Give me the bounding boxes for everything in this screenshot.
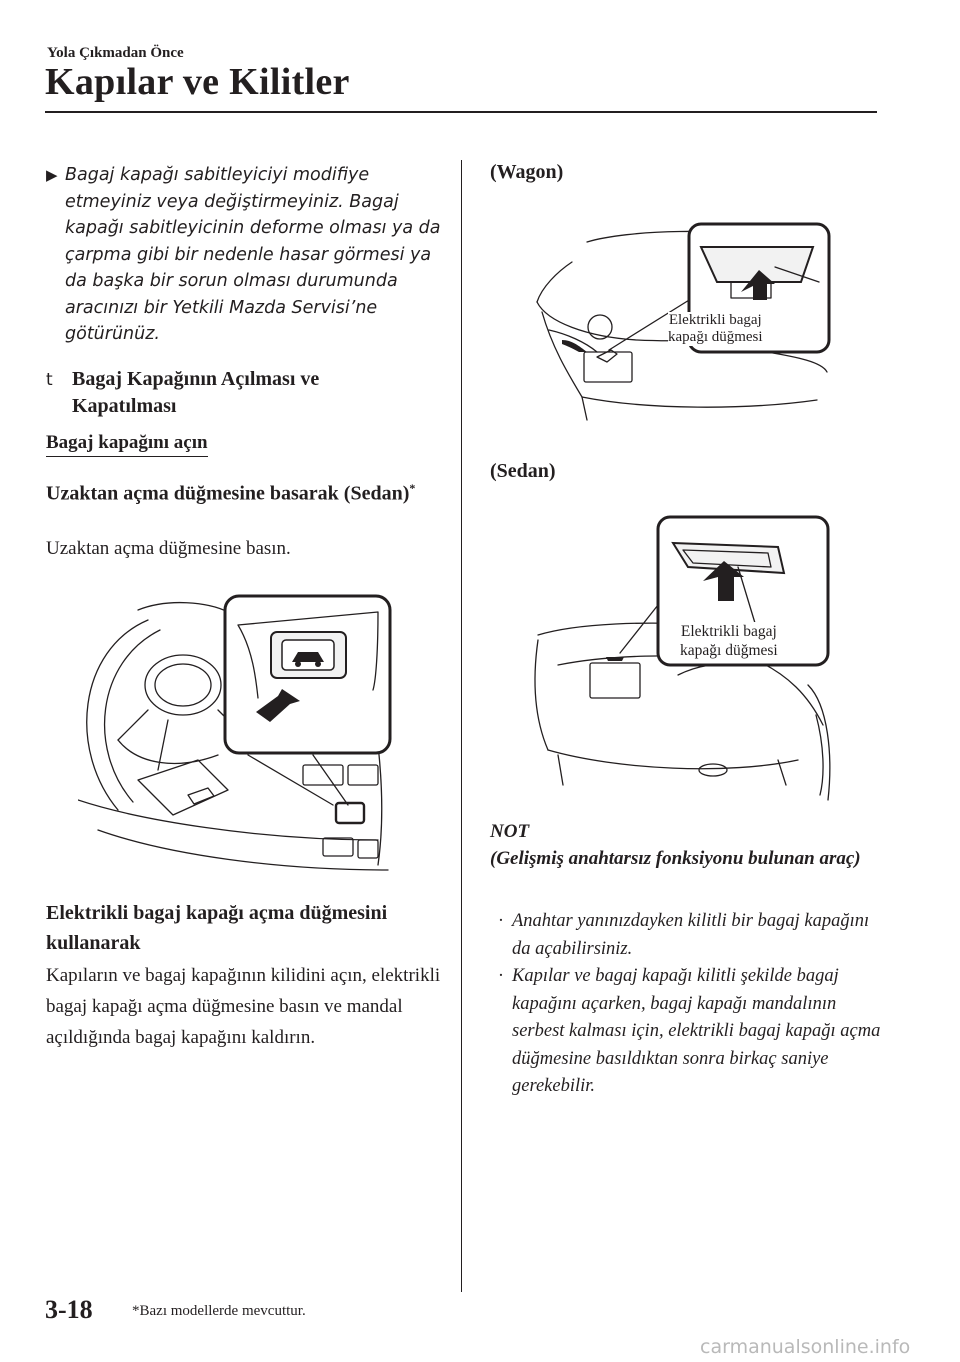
warning-block bbox=[46, 162, 446, 348]
remote-heading-text: Uzaktan açma düğmesine basarak (Sedan) bbox=[46, 482, 410, 505]
wagon-label: (Wagon) bbox=[490, 161, 564, 183]
warning-text: Bagaj kapağı sabitleyiciyi modifiye etmeyiniz veya değiştirmeyiniz. Bagaj kapağı sabitleyicinin deforme olması ya da çarpma gibi bir nedenle hasar görmesi ya da başka bir sorun olması durumunda aracınızı bir Yetkili Mazda Servisi’ne götürünüz. bbox=[65, 165, 441, 344]
bullet-icon: · bbox=[497, 911, 505, 931]
open-heading: Bagaj kapağını açın bbox=[46, 432, 208, 457]
note-item-text: Anahtar yanınızdayken kilitli bir bagaj kapağını da açabilirsiniz. bbox=[512, 911, 870, 959]
note-list bbox=[490, 908, 890, 1101]
section-title: Kapılar ve Kilitler bbox=[45, 61, 350, 103]
list-item bbox=[490, 963, 890, 1101]
subsection-heading bbox=[46, 366, 372, 420]
chapter-title: Yola Çıkmadan Önce bbox=[47, 45, 184, 61]
triangle-bullet-icon: ▶ bbox=[46, 166, 58, 184]
column-divider bbox=[461, 160, 462, 1292]
note-label: NOT bbox=[490, 821, 530, 842]
subsection-marker: t bbox=[46, 370, 53, 390]
sedan-callout-line-1: Elektrikli bagaj bbox=[680, 623, 777, 640]
remote-paragraph: Uzaktan açma düğmesine basın. bbox=[46, 538, 291, 559]
page-number: 3-18 bbox=[45, 1295, 93, 1324]
wagon-callout bbox=[668, 312, 763, 346]
sedan-label: (Sedan) bbox=[490, 460, 556, 482]
remote-heading bbox=[46, 473, 426, 509]
header-rule bbox=[45, 111, 877, 113]
note-heading bbox=[490, 818, 890, 872]
watermark: carmanualsonline.info bbox=[700, 1336, 911, 1358]
wagon-callout-line-2: kapağı düğmesi bbox=[668, 329, 763, 345]
remote-opener-illustration bbox=[78, 590, 398, 880]
sedan-callout-line-2: kapağı düğmesi bbox=[680, 642, 778, 659]
availability-star: * bbox=[409, 481, 416, 495]
electric-paragraph: Kapıların ve bagaj kapağının kilidini açın, elektrikli bagaj kapağı açma düğmesine basın ve mandal açıldığında bagaj kapağını kaldırın. bbox=[46, 965, 441, 1048]
bullet-icon: · bbox=[497, 966, 505, 986]
footnote: *Bazı modellerde mevcuttur. bbox=[132, 1303, 306, 1319]
electric-heading: Elektrikli bagaj kapağı açma düğmesini kullanarak bbox=[46, 902, 388, 954]
sedan-callout bbox=[680, 622, 778, 660]
note-subtitle: (Gelişmiş anahtarsız fonksiyonu bulunan araç) bbox=[490, 848, 861, 869]
wagon-callout-line-1: Elektrikli bagaj bbox=[668, 312, 762, 328]
sedan-illustration bbox=[528, 515, 838, 805]
note-item-text: Kapılar ve bagaj kapağı kilitli şekilde bagaj kapağını açarken, bagaj kapağı mandalının serbest kalması için, elektrikli bagaj kapağı açma düğmesine basıldıktan sonra birkaç saniye gerekebilir. bbox=[512, 966, 881, 1096]
subsection-title: Bagaj Kapağının Açılması ve Kapatılması bbox=[72, 368, 320, 417]
list-item bbox=[490, 908, 890, 963]
